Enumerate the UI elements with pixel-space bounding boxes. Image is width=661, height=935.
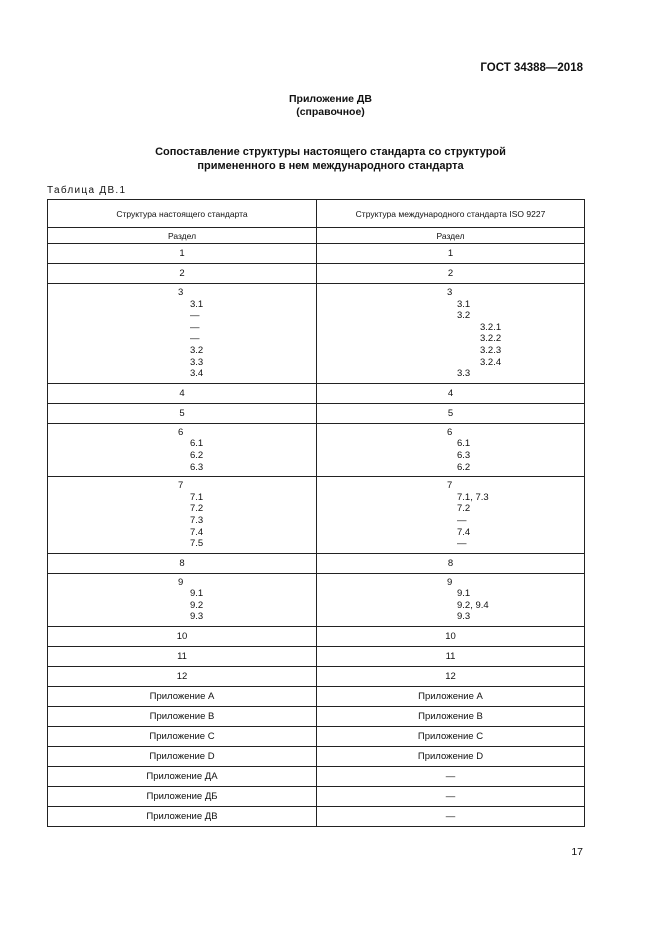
- cell-line: 7.5: [190, 538, 204, 550]
- cell-line-list: [317, 577, 584, 623]
- cell-line: 9.3: [190, 611, 204, 623]
- cell-line: 7.1, 7.3: [457, 491, 489, 503]
- cell-international: —: [317, 807, 585, 827]
- table-row: [48, 727, 585, 747]
- cell-international: [317, 284, 585, 384]
- table-row: [48, 264, 585, 284]
- table-row: [48, 284, 585, 384]
- table-row: [48, 707, 585, 727]
- cell-international: Приложение А: [317, 687, 585, 707]
- cell-national: 11: [48, 647, 317, 667]
- cell-line: 6.3: [457, 449, 471, 461]
- cell-line: 3.1: [190, 298, 204, 310]
- cell-international: Приложение С: [317, 727, 585, 747]
- table-row: [48, 553, 585, 573]
- cell-national: 10: [48, 627, 317, 647]
- table-row: [48, 787, 585, 807]
- cell-national: Приложение В: [48, 707, 317, 727]
- cell-international: 5: [317, 403, 585, 423]
- cell-international: 10: [317, 627, 585, 647]
- cell-line: 3.1: [457, 298, 471, 310]
- cell-line: 7.3: [190, 514, 204, 526]
- table-row: [48, 477, 585, 554]
- table-row: [48, 767, 585, 787]
- cell-line-list: [317, 480, 584, 550]
- cell-national: [48, 477, 317, 554]
- cell-line: 7: [447, 480, 453, 492]
- cell-international: [317, 477, 585, 554]
- cell-line: 9.3: [457, 611, 471, 623]
- table-row: [48, 647, 585, 667]
- cell-national: Приложение С: [48, 727, 317, 747]
- cell-line: —: [190, 333, 200, 345]
- cell-national: 1: [48, 244, 317, 264]
- cell-national: 12: [48, 667, 317, 687]
- cell-line: 9.2: [190, 599, 204, 611]
- cell-national: 8: [48, 553, 317, 573]
- cell-line: 7.2: [190, 503, 204, 515]
- table-row: [48, 383, 585, 403]
- heading-line-2: примененного в нем международного стандарта: [197, 160, 464, 172]
- document-code: ГОСТ 34388—2018: [480, 62, 583, 74]
- cell-line: 6.1: [190, 438, 204, 450]
- cell-line: 3.2.2: [480, 333, 502, 345]
- table-header-row: [48, 200, 585, 228]
- cell-line: 3.2: [190, 344, 204, 356]
- cell-line: 3.2.1: [480, 321, 502, 333]
- cell-line: —: [190, 310, 200, 322]
- cell-line: 6.2: [190, 449, 204, 461]
- subheader-national: Раздел: [48, 228, 317, 244]
- table-row: [48, 403, 585, 423]
- cell-line: 3.3: [190, 356, 204, 368]
- cell-line: 7.4: [190, 526, 204, 538]
- section-heading: [0, 145, 661, 173]
- heading-line-1: Сопоставление структуры настоящего стандарта со структурой: [155, 146, 506, 158]
- cell-international: 2: [317, 264, 585, 284]
- cell-line: 9.2, 9.4: [457, 599, 489, 611]
- cell-line-list: [48, 480, 316, 550]
- cell-international: 4: [317, 383, 585, 403]
- cell-line: 3.4: [190, 368, 204, 380]
- cell-line: 3.2.4: [480, 356, 502, 368]
- cell-line-list: [48, 287, 316, 380]
- cell-line-list: [48, 427, 316, 473]
- cell-national: Приложение ДА: [48, 767, 317, 787]
- cell-line: 3.2.3: [480, 344, 502, 356]
- cell-line: —: [457, 514, 467, 526]
- cell-line: 6.3: [190, 461, 204, 473]
- cell-national: Приложение D: [48, 747, 317, 767]
- table-row: [48, 687, 585, 707]
- table-row: [48, 423, 585, 476]
- table-subheader-row: [48, 228, 585, 244]
- cell-line: 3: [447, 287, 453, 298]
- column-header-national: Структура настоящего стандарта: [48, 200, 317, 228]
- table-row: [48, 667, 585, 687]
- annex-subtitle: (справочное): [296, 106, 365, 118]
- cell-line: 9.1: [190, 588, 204, 600]
- cell-national: 2: [48, 264, 317, 284]
- cell-line-list: [317, 427, 584, 473]
- cell-line: 7: [178, 480, 184, 492]
- cell-line: 6.2: [457, 461, 471, 473]
- cell-line: —: [457, 538, 467, 550]
- cell-line-list: [48, 577, 316, 623]
- table-row: [48, 627, 585, 647]
- table-row: [48, 244, 585, 264]
- cell-line: 6: [447, 426, 453, 438]
- cell-international: Приложение В: [317, 707, 585, 727]
- cell-line: 3.2: [457, 310, 471, 322]
- cell-line: —: [190, 321, 200, 333]
- cell-international: 12: [317, 667, 585, 687]
- cell-national: Приложение ДВ: [48, 807, 317, 827]
- cell-international: [317, 573, 585, 626]
- subheader-international: Раздел: [317, 228, 585, 244]
- cell-line: 7.2: [457, 503, 471, 515]
- cell-international: 1: [317, 244, 585, 264]
- cell-national: [48, 423, 317, 476]
- cell-line: 6: [178, 426, 184, 438]
- table-caption: Таблица ДВ.1: [47, 185, 127, 196]
- cell-international: 8: [317, 553, 585, 573]
- cell-international: —: [317, 767, 585, 787]
- cell-international: —: [317, 787, 585, 807]
- cell-line: 9: [178, 576, 184, 588]
- cell-line: 7.4: [457, 526, 471, 538]
- cell-national: Приложение ДБ: [48, 787, 317, 807]
- table-row: [48, 807, 585, 827]
- page-number: 17: [571, 846, 583, 858]
- cell-national: [48, 573, 317, 626]
- cell-line: 3: [178, 287, 184, 298]
- comparison-table: [47, 199, 585, 827]
- annex-title-block: [0, 93, 661, 119]
- table-row: [48, 747, 585, 767]
- cell-national: [48, 284, 317, 384]
- cell-national: Приложение А: [48, 687, 317, 707]
- cell-line: 3.3: [457, 368, 471, 380]
- cell-line: 6.1: [457, 438, 471, 450]
- cell-line-list: [317, 287, 584, 380]
- cell-line: 9.1: [457, 588, 471, 600]
- cell-line: 7.1: [190, 491, 204, 503]
- table-row: [48, 573, 585, 626]
- cell-international: Приложение D: [317, 747, 585, 767]
- cell-line: 9: [447, 576, 453, 588]
- cell-national: 4: [48, 383, 317, 403]
- column-header-international: Структура международного стандарта ISO 9227: [317, 200, 585, 228]
- annex-title: Приложение ДВ: [289, 93, 372, 105]
- cell-international: [317, 423, 585, 476]
- cell-international: 11: [317, 647, 585, 667]
- cell-national: 5: [48, 403, 317, 423]
